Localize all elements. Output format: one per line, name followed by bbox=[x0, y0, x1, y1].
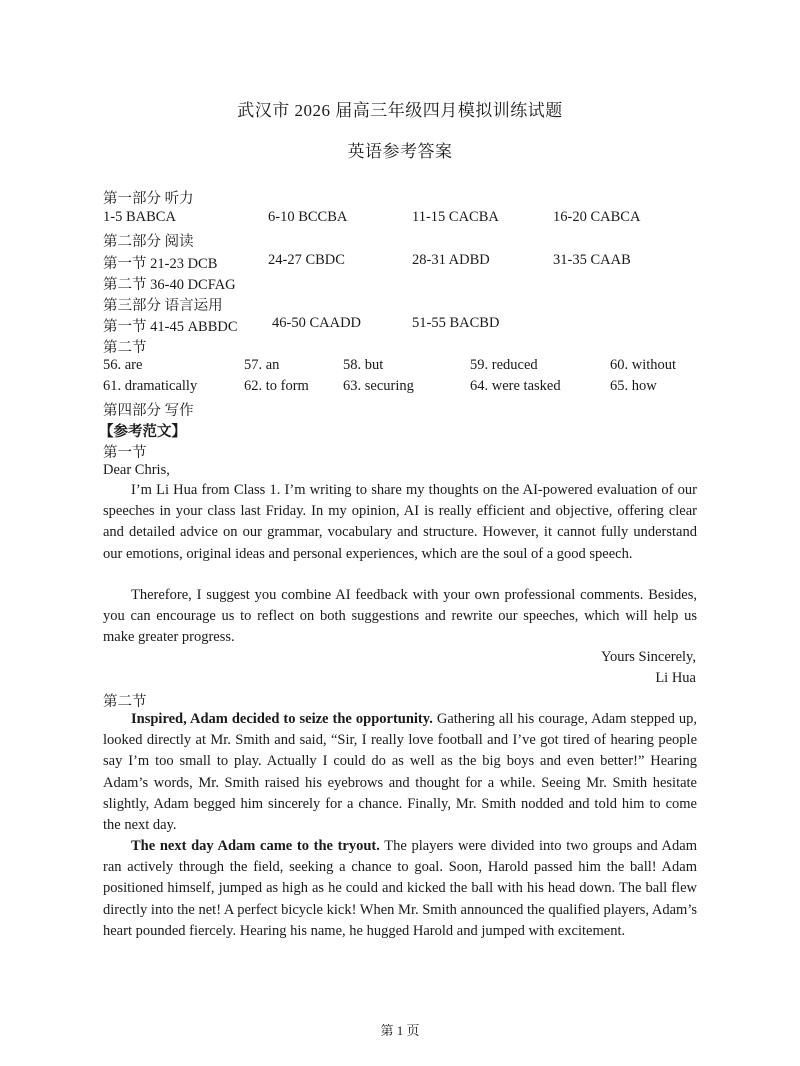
answer-item: 57. an bbox=[244, 357, 280, 373]
story-lead-sentence: Inspired, Adam decided to seize the opportunity. bbox=[131, 711, 433, 727]
story-body: Gathering all his courage, Adam stepped up, looked directly at Mr. Smith and said, “Sir, I really love football and I’ve got tired of hearing people say I’m too small to play. Actually I could do as well as the big boys and even better!” Hearing Adam’s words, Mr. Smith raised his eyebrows and thought for a while. Seeing Mr. Smith hesitate slightly, Adam begged him sincerely for a chance. Finally, Mr. Smith nodded and told him to come the next day. bbox=[103, 711, 697, 834]
letter-closing: Yours Sincerely, bbox=[600, 649, 696, 665]
answer-key-title: 英语参考答案 bbox=[347, 142, 453, 161]
answer-group: 1-5 BABCA bbox=[103, 209, 176, 225]
answer-item: 61. dramatically bbox=[103, 378, 198, 394]
story-paragraph bbox=[103, 836, 697, 942]
answer-group: 31-35 CAAB bbox=[553, 252, 631, 268]
answer-group: 第一节 21-23 DCB bbox=[103, 256, 218, 272]
story-paragraph bbox=[103, 709, 697, 836]
answer-item: 63. securing bbox=[343, 378, 414, 394]
story-body: The players were divided into two groups and Adam ran actively through the field, seeking a chance to goal. Soon, Harold passed him the ball! Adam positioned himself, jumped as high as he could and kicked the ball with his head down. The ball flew directly into the net! A perfect bicycle kick! When Mr. Smith announced the qualified players, Adam’s heart pounded fiercely. Hearing his name, he hugged Harold and jumped with excitement. bbox=[103, 838, 697, 939]
part4-heading: 第四部分 写作 bbox=[103, 403, 194, 419]
sample-essay-label: 【参考范文】 bbox=[99, 424, 186, 440]
answer-group: 51-55 BACBD bbox=[412, 315, 500, 331]
answer-group: 6-10 BCCBA bbox=[268, 209, 348, 225]
part1-heading: 第一部分 听力 bbox=[103, 191, 194, 207]
page-number: 第 1 页 bbox=[380, 1023, 420, 1038]
answer-group: 11-15 CACBA bbox=[412, 209, 499, 225]
answer-group: 28-31 ADBD bbox=[412, 252, 490, 268]
answer-item: 60. without bbox=[610, 357, 677, 373]
exam-title: 武汉市 2026 届高三年级四月模拟训练试题 bbox=[237, 101, 563, 120]
part4-sec2-heading: 第二节 bbox=[103, 694, 147, 710]
answer-item: 56. are bbox=[103, 357, 143, 373]
letter-signature: Li Hua bbox=[655, 670, 696, 686]
part3-sec2-heading: 第二节 bbox=[103, 340, 147, 356]
answer-item: 65. how bbox=[610, 378, 657, 394]
part3-heading: 第三部分 语言运用 bbox=[103, 298, 223, 314]
answer-item: 59. reduced bbox=[470, 357, 538, 373]
part2-heading: 第二部分 阅读 bbox=[103, 234, 194, 250]
answer-item: 64. were tasked bbox=[470, 378, 561, 394]
story-lead-sentence: The next day Adam came to the tryout. bbox=[131, 838, 380, 854]
answer-group: 16-20 CABCA bbox=[553, 209, 641, 225]
letter-paragraph: Therefore, I suggest you combine AI feedback with your own professional comments. Besides, you can encourage us to reflect on both suggestions and rewrite our speeches, which will help us make greater progress. bbox=[103, 587, 697, 646]
answer-item: 62. to form bbox=[244, 378, 309, 394]
answer-item: 58. but bbox=[343, 357, 384, 373]
letter-greeting: Dear Chris, bbox=[103, 462, 170, 478]
answer-group: 24-27 CBDC bbox=[268, 252, 345, 268]
letter-paragraph: I’m Li Hua from Class 1. I’m writing to share my thoughts on the AI-powered evaluation of our speeches in your class last Friday. In my opinion, AI is really efficient and objective, offering clear and detailed advice on our grammar, vocabulary and structure. However, it cannot fully understand our emotions, original ideas and personal experiences, which are the soul of a good speech. bbox=[103, 482, 697, 562]
answer-group: 第二节 36-40 DCFAG bbox=[103, 277, 236, 293]
answer-group: 第一节 41-45 ABBDC bbox=[103, 319, 238, 335]
part4-sec1-heading: 第一节 bbox=[103, 445, 147, 461]
answer-group: 46-50 CAADD bbox=[272, 315, 362, 331]
